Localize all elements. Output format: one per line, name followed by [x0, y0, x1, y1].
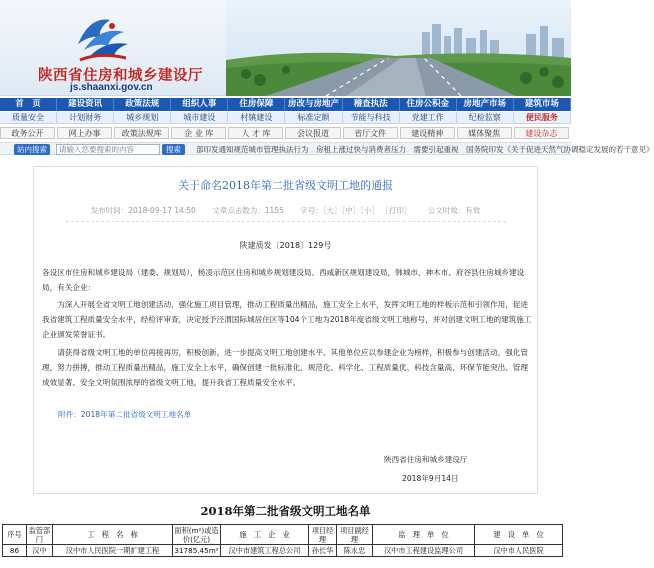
city-banner-image — [226, 0, 571, 96]
col-header-supervision-unit: 监 理 单 位 — [373, 525, 475, 545]
meta-divider — [66, 221, 506, 222]
col-header-deputy-manager: 项目副经理 — [337, 525, 373, 545]
cell-project-manager: 孙长华 — [309, 545, 337, 557]
cell-contractor: 汉中市建筑工程总公司 — [221, 545, 309, 557]
nav-construction-spirit[interactable]: 建设精神 — [400, 127, 455, 139]
issuer-signature: 陕西省住房和城乡建设厅 — [384, 455, 468, 464]
nav-meeting-reports[interactable]: 会议报道 — [285, 127, 340, 139]
nav-talent-library[interactable]: 人 才 库 — [228, 127, 283, 139]
nav-provident-fund[interactable]: 住房公积金 — [400, 98, 457, 111]
site-title: 陕西省住房和城乡建设厅 — [38, 67, 203, 84]
cell-supervision-unit: 汉中市工程建设监理公司 — [373, 545, 475, 557]
nav-policies[interactable]: 政策法规 — [114, 98, 171, 111]
nav-standards-quota[interactable]: 标准定额 — [285, 112, 342, 124]
nav-construction-news[interactable]: 建设资讯 — [57, 98, 114, 111]
nav-village-construction[interactable]: 村镇建设 — [228, 112, 285, 124]
nav-housing-security[interactable]: 住房保障 — [228, 98, 285, 111]
cell-deputy-manager: 陈永忠 — [337, 545, 373, 557]
cell-project-name: 汉中市人民医院一期扩建工程 — [53, 545, 173, 557]
col-header-supervisor: 监管部门 — [27, 525, 53, 545]
news-ticker[interactable]: 部印发通知规范城市管理执法行为 房租上涨过快与消费者压力 需要引起重视 国务院印发《关于促进天然气协调稳定发展的若干意见》 — [196, 145, 654, 154]
document-validity: 公文时效：有效 — [427, 206, 481, 215]
nav-personnel[interactable]: 组织人事 — [171, 98, 228, 111]
emblem-logo-icon — [70, 10, 132, 64]
col-header-contractor: 施 工 企 业 — [221, 525, 309, 545]
publish-time: 发布时间：2018-09-17 14:50 — [90, 206, 196, 215]
nav-construction-magazine[interactable]: 建设杂志 — [514, 127, 569, 139]
col-header-project-name: 工 程 名 称 — [53, 525, 173, 545]
print-link[interactable]: ［打印］ — [381, 206, 412, 215]
nav-urban-construction[interactable]: 城市建设 — [171, 112, 228, 124]
table-header-row — [3, 525, 563, 545]
nav-home[interactable]: 首 页 — [0, 98, 57, 111]
view-count: 文章点击数为：1155 — [212, 206, 284, 215]
nav-public-services[interactable]: 便民服务 — [514, 112, 571, 124]
article-addressees: 各设区市住房和城乡建设局（建委、规划局），杨凌示范区住房和城乡规划建设局、西咸新区规划建设局，韩城市、神木市、府谷县住房城乡建设局，有关企业： — [42, 268, 525, 292]
nav-housing-reform[interactable]: 房改与房地产 — [285, 98, 342, 111]
article-paragraph-1: 为深入开展全省文明工地创建活动，强化施工项目管理，推动工程质量出精品，施工安全上水平，发挥文明工地的样板示范和引领作用，促进我省建筑工程质量安全水平，经检评审查，决定授予泾渭国际城居住区等104个工地为2018年度省级文明工地称号，并对创建文明工地的建筑施工企业颁发荣誉证书。 — [42, 300, 532, 339]
document-number: 陕建质发〔2018〕129号 — [239, 241, 332, 250]
list-title: 2018年第二批省级文明工地名单 — [200, 504, 371, 518]
nav-media-focus[interactable]: 媒体聚焦 — [457, 127, 512, 139]
col-header-index: 序号 — [3, 525, 27, 545]
col-header-area-cost: 面积(m²)或造价(亿元) — [174, 525, 219, 544]
font-size-controls[interactable]: 字号：［大］［中］［小］ — [300, 206, 379, 215]
search-button[interactable]: 搜索 — [162, 144, 185, 155]
nav-policy-library[interactable]: 政策法规库 — [114, 127, 169, 139]
attachment-link[interactable]: 附件：2018年第二批省级文明工地名单 — [58, 410, 192, 419]
nav-quality-safety[interactable]: 质量安全 — [0, 112, 57, 124]
nav-inspection[interactable]: 稽查执法 — [343, 98, 400, 111]
nav-energy-technology[interactable]: 节能与科技 — [343, 112, 400, 124]
article-panel — [33, 166, 538, 494]
nav-department-documents[interactable]: 省厅文件 — [343, 127, 398, 139]
nav-construction-market[interactable]: 建筑市场 — [514, 98, 571, 111]
search-label: 站内搜索 — [14, 144, 50, 155]
site-url: js.shaanxi.gov.cn — [70, 82, 153, 93]
site-header — [0, 0, 571, 96]
tertiary-nav — [0, 127, 571, 139]
article-paragraph-2: 请获得省级文明工地的单位再接再厉，积极创新，进一步提高文明工地创建水平。其他单位应以参建企业为榜样，积极参与创建活动，强化管理，努力拼搏，推动工程质量出精品，施工安全上水平，确保创建一批标准化、规范化、科学化、工程质量优、科技含量高、环保节能突出、管理成效显著、安全文明氛围浓厚的省级文明工地，提升我省工程质量安全水平。 — [42, 348, 528, 387]
col-header-project-manager: 项目经理 — [309, 525, 337, 545]
table-row — [3, 545, 563, 557]
search-bar — [0, 142, 654, 155]
nav-urban-rural-planning[interactable]: 城乡规划 — [114, 112, 171, 124]
primary-nav — [0, 98, 571, 111]
article-meta — [34, 205, 537, 216]
cell-area-cost: 31785.45m² — [174, 546, 219, 555]
nav-government-affairs[interactable]: 政务公开 — [0, 127, 55, 139]
cell-index: 86 — [3, 545, 27, 557]
secondary-nav — [0, 112, 571, 124]
cell-owner-unit: 汉中市人民医院 — [475, 545, 563, 557]
nav-real-estate[interactable]: 房地产市场 — [457, 98, 514, 111]
nav-enterprise-library[interactable]: 企 业 库 — [171, 127, 226, 139]
col-header-owner-unit: 建 设 单 位 — [475, 525, 563, 545]
issue-date: 2018年9月14日 — [402, 474, 459, 483]
site-list-table — [2, 524, 563, 557]
nav-planning-finance[interactable]: 计划财务 — [57, 112, 114, 124]
nav-discipline[interactable]: 纪检监察 — [457, 112, 514, 124]
cell-supervisor: 汉中 — [27, 545, 53, 557]
nav-party-building[interactable]: 党建工作 — [400, 112, 457, 124]
search-input[interactable] — [56, 144, 160, 155]
nav-online-services[interactable]: 网上办事 — [57, 127, 112, 139]
article-title: 关于命名2018年第二批省级文明工地的通报 — [178, 179, 393, 192]
